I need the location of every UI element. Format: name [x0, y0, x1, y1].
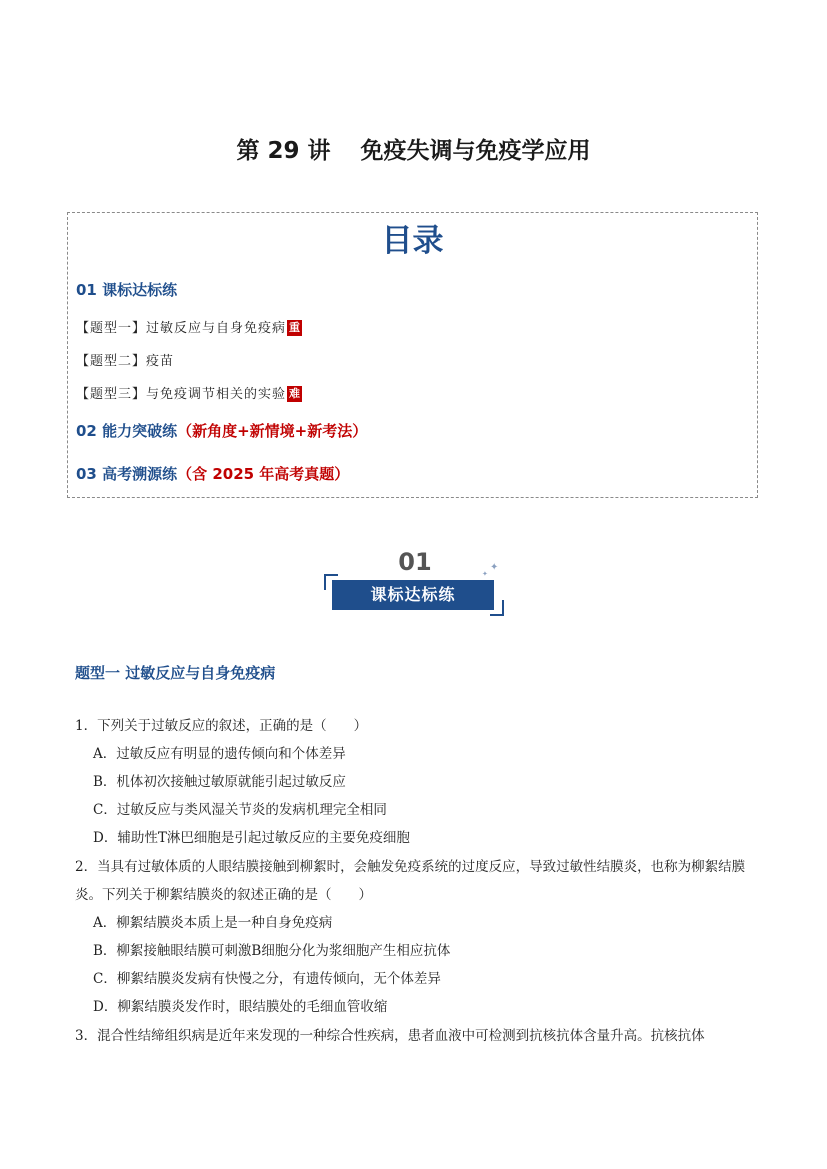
- toc-heading: 目录: [381, 223, 444, 259]
- question-2-option-a[interactable]: A．柳絮结膜炎本质上是一种自身免疫病: [93, 915, 333, 931]
- question-1-stem: 1．下列关于过敏反应的叙述，正确的是（ ）: [75, 718, 368, 734]
- toc-section-3[interactable]: [76, 463, 349, 484]
- sparkle-icon: ✦: [482, 570, 488, 578]
- question-1-option-c[interactable]: C．过敏反应与类风湿关节炎的发病机理完全相同: [93, 802, 387, 818]
- question-1-option-d[interactable]: D．辅助性T淋巴细胞是引起过敏反应的主要免疫细胞: [93, 830, 410, 846]
- question-1-option-a[interactable]: A．过敏反应有明显的遗传倾向和个体差异: [93, 746, 346, 762]
- badge-label: 课标达标练: [332, 580, 494, 610]
- toc-item-label: 【题型三】与免疫调节相关的实验: [76, 387, 287, 402]
- important-tag: 重: [289, 321, 301, 334]
- lecture-topic: 免疫失调与免疫学应用: [360, 138, 591, 164]
- question-3-stem: 3．混合性结缔组织病是近年来发现的一种综合性疾病，患者血液中可检测到抗核抗体含量升高。抗核抗体: [75, 1028, 705, 1044]
- toc-section-3-label: 03 高考溯源练: [76, 465, 178, 483]
- question-2-stem: 2．当具有过敏体质的人眼结膜接触到柳絮时，会触发免疫系统的过度反应，导致过敏性结膜炎，也称为柳絮结膜炎。下列关于柳絮结膜炎的叙述正确的是（ ）: [75, 859, 746, 903]
- toc-section-2-label: 02 能力突破练: [76, 422, 178, 440]
- toc-section-2[interactable]: [76, 420, 367, 441]
- question-2-option-c[interactable]: C．柳絮结膜炎发病有快慢之分，有遗传倾向，无个体差异: [93, 971, 441, 987]
- toc-item-type-3[interactable]: [76, 383, 302, 402]
- section-badge: [320, 548, 510, 620]
- badge-number: 01: [398, 548, 432, 576]
- document-title: [0, 132, 827, 165]
- question-2-option-b[interactable]: B．柳絮接触眼结膜可刺激B细胞分化为浆细胞产生相应抗体: [93, 943, 451, 959]
- toc-item-type-2[interactable]: [76, 350, 174, 369]
- sparkle-icon: ✦: [490, 562, 499, 573]
- question-1-option-b[interactable]: B．机体初次接触过敏原就能引起过敏反应: [93, 774, 346, 790]
- toc-item-label: 【题型一】过敏反应与自身免疫病: [76, 321, 287, 336]
- corner-decoration: [490, 600, 504, 616]
- toc-item-label: 【题型二】疫苗: [76, 354, 175, 369]
- toc-section-3-note: （含 2025 年高考真题）: [177, 465, 350, 483]
- toc-section-1[interactable]: 01 课标达标练: [76, 281, 178, 299]
- difficult-tag: 难: [289, 387, 301, 400]
- toc-section-2-note: （新角度+新情境+新考法）: [177, 422, 368, 440]
- table-of-contents: [67, 212, 758, 498]
- section-title: 题型一 过敏反应与自身免疫病: [75, 664, 276, 682]
- question-2-option-d[interactable]: D．柳絮结膜炎发作时，眼结膜处的毛细血管收缩: [93, 999, 388, 1015]
- toc-item-type-1[interactable]: [76, 317, 302, 336]
- lecture-number: 第 29 讲: [236, 138, 331, 164]
